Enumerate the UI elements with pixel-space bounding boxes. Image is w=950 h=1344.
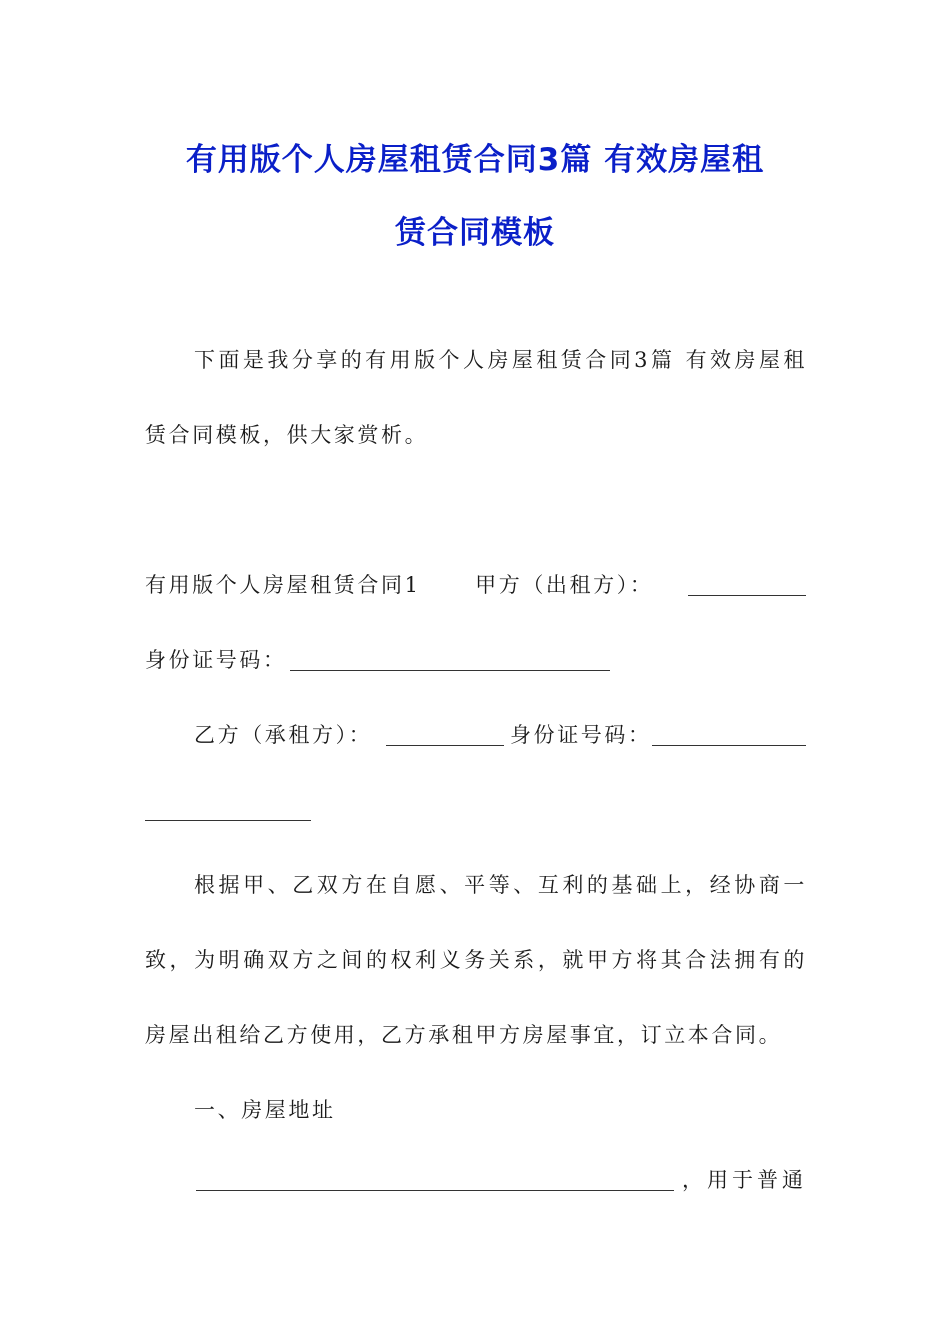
- document-title-line-2: 赁合同模板: [395, 215, 555, 251]
- party-b-id-label: 身份证号码：: [510, 723, 652, 747]
- party-b-id-blank-continued: [145, 820, 311, 821]
- section-1-heading: 一、房屋地址: [194, 1098, 336, 1122]
- party-b-label: 乙方（承租方）：: [194, 723, 373, 747]
- preamble-line-1: 根据甲、乙双方在自愿、平等、互利的基础上，经协商一: [194, 873, 807, 897]
- party-a-id-label: 身份证号码：: [145, 648, 287, 672]
- preamble-line-2: 致，为明确双方之间的权利义务关系，就甲方将其合法拥有的: [145, 948, 807, 972]
- party-a-id-blank: [290, 670, 610, 671]
- intro-line-2: 赁合同模板，供大家赏析。: [145, 423, 429, 447]
- party-a-label: 甲方（出租方）：: [475, 573, 654, 597]
- contract-1-heading: 有用版个人房屋租赁合同1: [145, 573, 421, 597]
- party-b-id-blank: [652, 745, 806, 746]
- address-usage-text: ，用于普通: [682, 1168, 807, 1192]
- address-blank: [196, 1190, 674, 1191]
- party-b-name-blank: [386, 745, 504, 746]
- preamble-line-3: 房屋出租给乙方使用，乙方承租甲方房屋事宜，订立本合同。: [145, 1023, 783, 1047]
- intro-line-1: 下面是我分享的有用版个人房屋租赁合同3篇 有效房屋租: [194, 348, 807, 372]
- party-a-name-blank: [688, 595, 806, 596]
- document-title-line-1: 有用版个人房屋租赁合同3篇 有效房屋租: [185, 142, 765, 178]
